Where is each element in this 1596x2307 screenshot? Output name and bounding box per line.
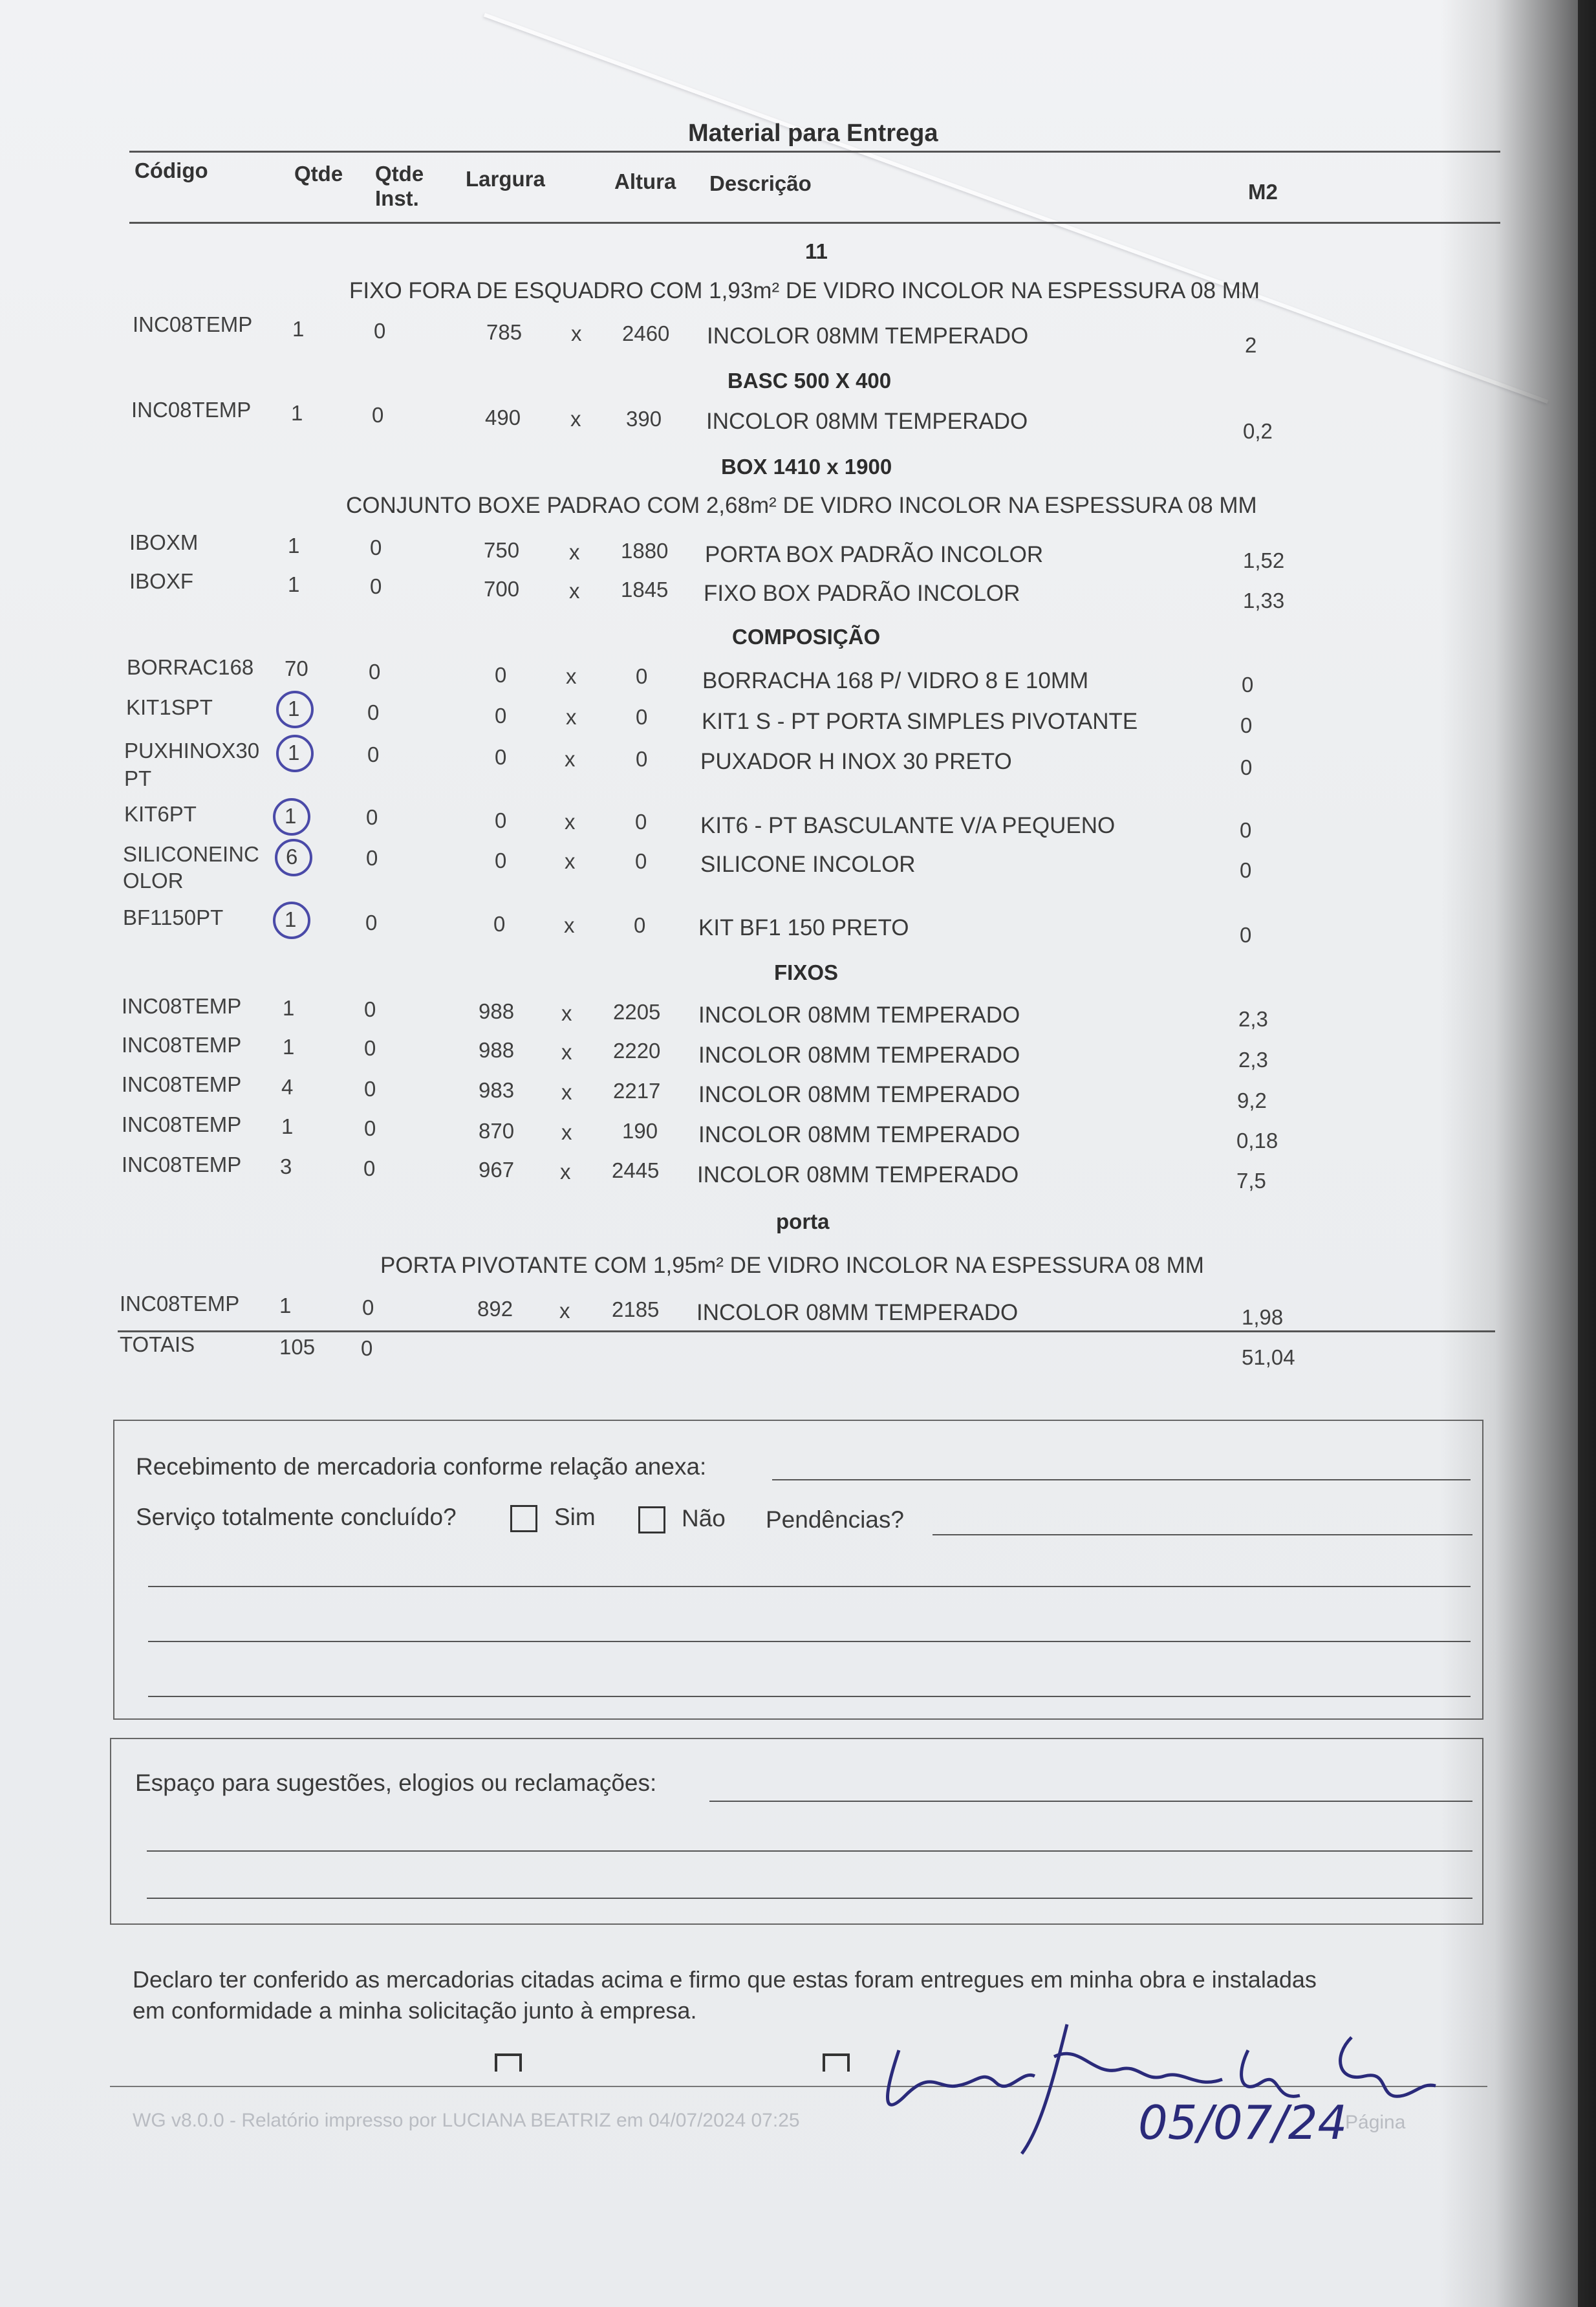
header-descricao: Descrição: [709, 171, 812, 195]
row-largura: 785: [486, 320, 523, 344]
row-descricao: KIT1 S - PT PORTA SIMPLES PIVOTANTE: [702, 709, 1138, 734]
row-inst: 0: [364, 1036, 376, 1060]
row-altura: 2220: [613, 1039, 661, 1063]
row-descricao: INCOLOR 08MM TEMPERADO: [698, 1002, 1020, 1028]
row-codigo: INC08TEMP: [122, 1033, 242, 1057]
header-bottom-rule: [129, 222, 1500, 224]
receipt-box: [113, 1420, 1483, 1720]
row-inst: 0: [370, 574, 382, 598]
sim-label: Sim: [554, 1504, 596, 1530]
row-x: x: [565, 810, 576, 834]
row-largura: 0: [495, 745, 507, 769]
row-codigo: PUXHINOX30: [124, 739, 260, 763]
row-qtde: 4: [281, 1075, 294, 1099]
row-x: x: [565, 849, 576, 873]
row-inst: 0: [366, 846, 378, 870]
row-qtde: 1: [279, 1294, 292, 1317]
suggestions-line[interactable]: [709, 1801, 1472, 1802]
row-altura: 2185: [612, 1297, 660, 1321]
row-altura: 0: [636, 747, 648, 771]
handwritten-date: 05/07/24: [1138, 2096, 1348, 2150]
row-descricao: KIT6 - PT BASCULANTE V/A PEQUENO: [700, 813, 1116, 838]
row-descricao: KIT BF1 150 PRETO: [698, 915, 909, 940]
row-largura: 988: [479, 999, 515, 1023]
row-largura: 0: [495, 808, 507, 832]
declaration-line-2: em conformidade a minha solicitação junto à empresa.: [133, 1997, 697, 2024]
row-x: x: [561, 1001, 572, 1025]
header-qtde-inst: Qtde Inst.: [375, 162, 424, 210]
row-inst: 0: [364, 1077, 376, 1101]
header-largura: Largura: [466, 167, 545, 191]
row-altura: 1880: [621, 539, 669, 563]
row-qtde: 6: [286, 845, 298, 869]
scan-edge-shadow: [1441, 0, 1596, 2307]
row-largura: 0: [495, 704, 507, 728]
row-largura: 0: [495, 663, 507, 687]
header-m2: M2: [1248, 180, 1278, 204]
suggestions-label: Espaço para sugestões, elogios ou reclamações:: [135, 1770, 657, 1796]
row-x: x: [561, 1120, 572, 1144]
nao-label: Não: [682, 1505, 726, 1532]
row-qtde: 1: [288, 697, 300, 720]
row-codigo: IBOXM: [129, 530, 199, 554]
header-qtde: Qtde: [294, 162, 343, 186]
section-box-title: BOX 1410 x 1900: [721, 455, 892, 479]
footer-print-info: WG v8.0.0 - Relatório impresso por LUCIANA BEATRIZ em 04/07/2024 07:25: [133, 2110, 800, 2131]
row-x: x: [561, 1040, 572, 1064]
pendencias-line[interactable]: [148, 1586, 1471, 1587]
pendencias-line[interactable]: [933, 1534, 1472, 1535]
row-altura: 2460: [622, 321, 670, 345]
row-x: x: [566, 705, 577, 729]
row-descricao: FIXO BOX PADRÃO INCOLOR: [704, 581, 1020, 606]
row-inst: 0: [367, 700, 380, 724]
row-x: x: [571, 321, 582, 345]
row-qtde: 1: [283, 1035, 295, 1059]
nao-checkbox[interactable]: [638, 1506, 665, 1533]
header-altura: Altura: [614, 169, 676, 193]
document-title: Material para Entrega: [688, 120, 938, 147]
row-largura: 983: [479, 1078, 515, 1102]
row-altura: 1845: [621, 578, 669, 601]
totals-rule: [118, 1330, 1495, 1332]
row-m2: 7,5: [1236, 1169, 1266, 1193]
row-codigo-cont: PT: [124, 766, 152, 790]
section-porta-description: PORTA PIVOTANTE COM 1,95m² DE VIDRO INCOLOR NA ESPESSURA 08 MM: [380, 1253, 1204, 1278]
row-inst: 0: [362, 1295, 374, 1319]
row-descricao: INCOLOR 08MM TEMPERADO: [707, 323, 1029, 349]
row-codigo: KIT6PT: [124, 802, 197, 826]
row-largura: 700: [484, 577, 520, 601]
row-largura: 988: [479, 1038, 515, 1062]
row-m2: 1,33: [1243, 589, 1285, 612]
row-qtde: 1: [283, 996, 295, 1020]
row-x: x: [569, 579, 580, 603]
row-altura: 190: [622, 1119, 658, 1143]
row-altura: 2445: [612, 1158, 660, 1182]
pendencias-line[interactable]: [148, 1696, 1471, 1697]
section-basc-title: BASC 500 X 400: [728, 369, 892, 393]
row-codigo: INC08TEMP: [122, 1153, 242, 1176]
section-fixos-title: FIXOS: [774, 960, 839, 984]
row-qtde: 3: [280, 1154, 292, 1178]
row-m2: 0: [1240, 713, 1253, 737]
row-descricao: INCOLOR 08MM TEMPERADO: [706, 409, 1028, 434]
row-codigo: KIT1SPT: [126, 695, 213, 719]
row-codigo: IBOXF: [129, 569, 194, 593]
row-largura: 750: [484, 538, 520, 562]
row-m2: 0: [1242, 673, 1254, 697]
row-altura: 390: [626, 407, 662, 431]
suggestions-line[interactable]: [147, 1850, 1472, 1852]
row-largura: 967: [479, 1158, 515, 1182]
row-descricao: SILICONE INCOLOR: [700, 852, 916, 877]
section-composicao-title: COMPOSIÇÃO: [732, 625, 881, 649]
row-x: x: [559, 1299, 570, 1323]
footer-page: Página: [1345, 2112, 1406, 2133]
row-inst: 0: [369, 660, 381, 684]
row-x: x: [561, 1080, 572, 1104]
totals-inst: 0: [361, 1336, 373, 1360]
pendencias-line[interactable]: [148, 1641, 1471, 1642]
row-qtde: 1: [288, 572, 300, 596]
row-descricao: INCOLOR 08MM TEMPERADO: [696, 1300, 1019, 1325]
row-qtde: 1: [288, 741, 300, 764]
row-x: x: [560, 1160, 571, 1184]
group-number: 11: [805, 239, 828, 263]
row-altura: 0: [635, 849, 647, 873]
declaration-line-1: Declaro ter conferido as mercadorias citadas acima e firmo que estas foram entregues em minha obra e instaladas: [133, 1966, 1317, 1993]
row-m2: 0,18: [1236, 1129, 1278, 1153]
row-codigo: BORRAC168: [127, 655, 254, 679]
row-x: x: [565, 747, 576, 771]
row-inst: 0: [370, 536, 382, 559]
totals-qtde: 105: [279, 1335, 316, 1359]
row-m2: 1,52: [1243, 548, 1285, 572]
signature-mark: [823, 2053, 850, 2072]
recebimento-line[interactable]: [772, 1479, 1471, 1480]
row-codigo: SILICONEINC: [123, 842, 259, 866]
section-box-description: CONJUNTO BOXE PADRAO COM 2,68m² DE VIDRO INCOLOR NA ESPESSURA 08 MM: [346, 493, 1257, 518]
row-codigo: INC08TEMP: [131, 398, 252, 422]
row-largura: 870: [479, 1119, 515, 1143]
row-descricao: INCOLOR 08MM TEMPERADO: [698, 1043, 1020, 1068]
section-porta-title: porta: [776, 1209, 830, 1233]
row-descricao: INCOLOR 08MM TEMPERADO: [697, 1162, 1019, 1187]
row-qtde: 1: [291, 401, 303, 425]
row-m2: 0,2: [1243, 419, 1273, 443]
row-altura: 0: [636, 705, 648, 729]
row-inst: 0: [367, 742, 380, 766]
row-inst: 0: [364, 997, 376, 1021]
row-codigo: INC08TEMP: [122, 994, 242, 1018]
row-qtde: 1: [285, 804, 297, 828]
row-m2: 0: [1240, 858, 1252, 882]
row-inst: 0: [372, 403, 384, 427]
row-codigo: INC08TEMP: [122, 1072, 242, 1096]
row-m2: 1,98: [1242, 1305, 1284, 1329]
row-m2: 0: [1240, 818, 1252, 842]
row-descricao: BORRACHA 168 P/ VIDRO 8 E 10MM: [702, 668, 1089, 693]
totals-label: TOTAIS: [120, 1332, 195, 1356]
row-descricao: INCOLOR 08MM TEMPERADO: [698, 1122, 1020, 1147]
row-qtde: 1: [292, 317, 305, 341]
row-codigo-cont: OLOR: [123, 869, 184, 893]
suggestions-line[interactable]: [147, 1898, 1472, 1899]
header-top-rule: [129, 151, 1500, 153]
row-altura: 0: [635, 810, 647, 834]
row-qtde: 1: [281, 1114, 294, 1138]
row-codigo: INC08TEMP: [120, 1292, 240, 1316]
suggestions-box: [110, 1738, 1483, 1925]
row-descricao: PUXADOR H INOX 30 PRETO: [700, 749, 1012, 774]
row-inst: 0: [365, 911, 378, 935]
servico-label: Serviço totalmente concluído?: [136, 1504, 457, 1530]
row-largura: 0: [493, 912, 506, 936]
row-m2: 0: [1240, 755, 1253, 779]
header-codigo: Código: [135, 158, 208, 182]
row-m2: 0: [1240, 923, 1252, 947]
row-qtde: 1: [288, 534, 300, 558]
sim-checkbox[interactable]: [510, 1505, 537, 1532]
row-inst: 0: [366, 805, 378, 829]
row-altura: 0: [636, 664, 648, 688]
row-inst: 0: [374, 319, 386, 343]
signature-mark: [495, 2053, 522, 2072]
row-m2: 2,3: [1238, 1048, 1268, 1072]
recebimento-label: Recebimento de mercadoria conforme relação anexa:: [136, 1453, 707, 1480]
row-descricao: PORTA BOX PADRÃO INCOLOR: [705, 542, 1044, 567]
row-qtde: 70: [285, 656, 308, 680]
row-x: x: [570, 407, 581, 431]
row-codigo: INC08TEMP: [133, 312, 253, 336]
row-inst: 0: [364, 1116, 376, 1140]
section-fixo-description: FIXO FORA DE ESQUADRO COM 1,93m² DE VIDRO INCOLOR NA ESPESSURA 08 MM: [349, 278, 1260, 303]
row-altura: 0: [634, 913, 646, 937]
pendencias-label: Pendências?: [766, 1506, 904, 1533]
row-largura: 0: [495, 849, 507, 872]
row-inst: 0: [363, 1156, 376, 1180]
row-codigo: INC08TEMP: [122, 1112, 242, 1136]
row-descricao: INCOLOR 08MM TEMPERADO: [698, 1082, 1020, 1107]
row-m2: 9,2: [1237, 1089, 1267, 1112]
row-codigo: BF1150PT: [123, 905, 224, 929]
row-x: x: [566, 664, 577, 688]
totals-m2: 51,04: [1242, 1345, 1295, 1369]
row-qtde: 1: [285, 907, 297, 931]
row-x: x: [569, 540, 580, 564]
row-largura: 490: [485, 406, 521, 429]
row-x: x: [564, 913, 575, 937]
row-altura: 2217: [613, 1079, 661, 1103]
row-m2: 2,3: [1238, 1007, 1268, 1031]
row-m2: 2: [1245, 333, 1257, 357]
row-largura: 892: [477, 1297, 513, 1321]
row-altura: 2205: [613, 1000, 661, 1024]
